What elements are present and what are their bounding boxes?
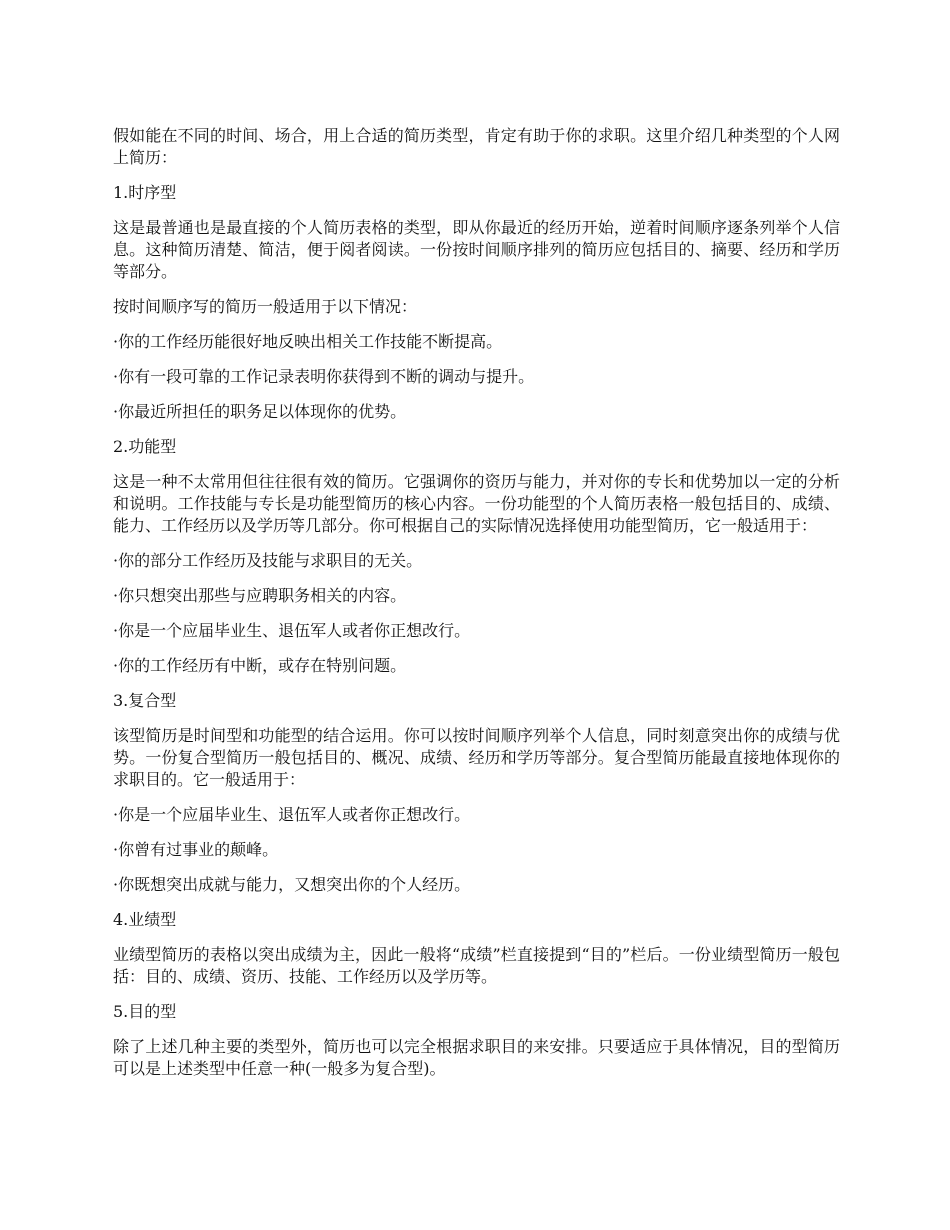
bullet-item: ·你是一个应届毕业生、退伍军人或者你正想改行。 bbox=[113, 805, 471, 824]
section-achievement bbox=[113, 909, 840, 988]
section-heading: 1.时序型 bbox=[113, 183, 177, 202]
document-body bbox=[113, 125, 840, 1093]
bullet-item: ·你最近所担任的职务足以体现你的优势。 bbox=[113, 402, 407, 421]
section-heading: 5.目的型 bbox=[113, 1002, 177, 1021]
bullet-item: ·你只想突出那些与应聘职务相关的内容。 bbox=[113, 586, 407, 605]
section-description: 该型简历是时间型和功能型的结合运用。你可以按时间顺序列举个人信息，同时刻意突出你的成绩与优势。一份复合型简历一般包括目的、概况、成绩、经历和学历等部分。复合型简历能最直接地体现你的求职目的。它一般适用于： bbox=[113, 726, 840, 789]
section-description: 这是一种不太常用但往往很有效的简历。它强调你的资历与能力，并对你的专长和优势加以一定的分析和说明。工作技能与专长是功能型简历的核心内容。一份功能型的个人简历表格一般包括目的、成绩、能力、工作经历以及学历等几部分。你可根据自己的实际情况选择使用功能型简历，它一般适用于： bbox=[113, 472, 840, 535]
section-description: 业绩型简历的表格以突出成绩为主，因此一般将“成绩”栏直接提到“目的”栏后。一份业绩型简历一般包括：目的、成绩、资历、技能、工作经历以及学历等。 bbox=[113, 945, 840, 986]
section-description: 除了上述几种主要的类型外，简历也可以完全根据求职目的来安排。只要适应于具体情况，目的型简历可以是上述类型中任意一种(一般多为复合型)。 bbox=[113, 1037, 840, 1078]
section-targeted bbox=[113, 1001, 840, 1080]
section-chronological bbox=[113, 182, 840, 423]
section-combination bbox=[113, 690, 840, 896]
bullet-item: ·你的部分工作经历及技能与求职目的无关。 bbox=[113, 551, 423, 570]
section-functional bbox=[113, 436, 840, 677]
section-heading: 4.业绩型 bbox=[113, 910, 177, 929]
bullet-item: ·你曾有过事业的颠峰。 bbox=[113, 840, 279, 859]
bullet-item: ·你的工作经历有中断，或存在特别问题。 bbox=[113, 656, 407, 675]
section-description: 这是最普通也是最直接的个人简历表格的类型，即从你最近的经历开始，逆着时间顺序逐条列举个人信息。这种简历清楚、简洁，便于阅者阅读。一份按时间顺序排列的简历应包括目的、摘要、经历和学历等部分。 bbox=[113, 218, 840, 281]
bullet-item: ·你是一个应届毕业生、退伍军人或者你正想改行。 bbox=[113, 621, 471, 640]
intro-paragraph: 假如能在不同的时间、场合，用上合适的简历类型，肯定有助于你的求职。这里介绍几种类型的个人网上简历： bbox=[113, 126, 840, 167]
section-lead: 按时间顺序写的简历一般适用于以下情况： bbox=[113, 297, 418, 316]
section-heading: 3.复合型 bbox=[113, 691, 177, 710]
bullet-item: ·你的工作经历能很好地反映出相关工作技能不断提高。 bbox=[113, 332, 503, 351]
section-heading: 2.功能型 bbox=[113, 437, 177, 456]
bullet-item: ·你有一段可靠的工作记录表明你获得到不断的调动与提升。 bbox=[113, 367, 535, 386]
bullet-item: ·你既想突出成就与能力，又想突出你的个人经历。 bbox=[113, 875, 471, 894]
